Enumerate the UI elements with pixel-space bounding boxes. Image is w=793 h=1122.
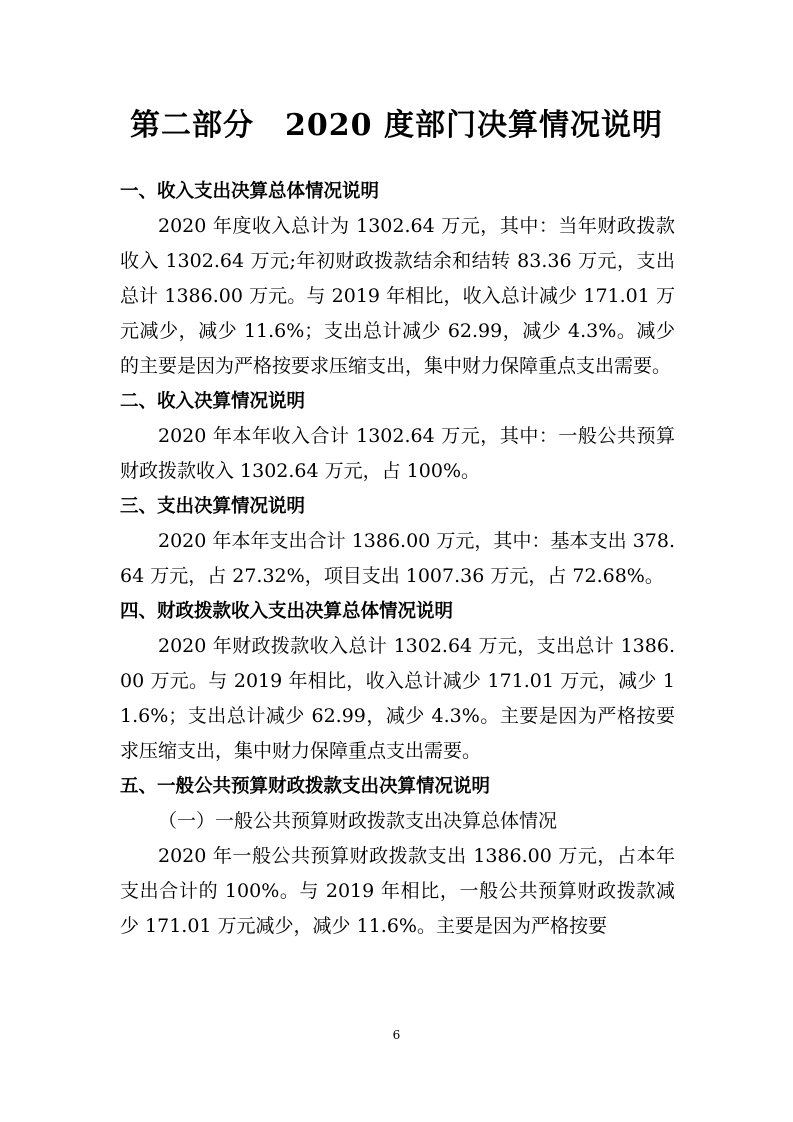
paragraph: 2020 年一般公共预算财政拨款支出 1386.00 万元，占本年支出合计的 100%。与 2019 年相比，一般公共预算财政拨款减少 171.01 万元减少，减少 11.6%。主要是因为严格按要 [120, 845, 675, 937]
section-heading: 五、一般公共预算财政拨款支出决算情况说明 [120, 776, 491, 797]
page-title: 第二部分 2020 度部门决算情况说明 [130, 108, 663, 143]
section-fiscal-appropriation [120, 594, 675, 769]
section-heading: 二、收入决算情况说明 [120, 391, 306, 412]
document-body [120, 174, 675, 944]
paragraph: 2020 年财政拨款收入总计 1302.64 万元，支出总计 1386.00 万元。与 2019 年相比，收入总计减少 171.01 万元，减少 11.6%；支出总计减少 62.99，减少 4.3%。主要是因为严格按要求压缩支出，集中财力保障重点支出需要。 [120, 635, 675, 762]
subsection-heading: （一）一般公共预算财政拨款支出决算总体情况 [158, 810, 558, 832]
section-heading: 一、收入支出决算总体情况说明 [120, 181, 380, 202]
section-heading: 四、财政拨款收入支出决算总体情况说明 [120, 601, 454, 622]
section-expense [120, 489, 675, 594]
paragraph: 2020 年本年收入合计 1302.64 万元，其中：一般公共预算财政拨款收入 1302.64 万元，占 100%。 [120, 425, 675, 482]
section-income-expense-overview [120, 174, 675, 384]
paragraph: 2020 年本年支出合计 1386.00 万元，其中：基本支出 378.64 万元，占 27.32%，项目支出 1007.36 万元，占 72.68%。 [120, 530, 675, 587]
section-general-public-budget [120, 769, 675, 944]
page-number: 6 [392, 1028, 401, 1042]
section-heading: 三、支出决算情况说明 [120, 496, 306, 517]
paragraph: 2020 年度收入总计为 1302.64 万元，其中：当年财政拨款收入 1302.64 万元;年初财政拨款结余和结转 83.36 万元，支出总计 1386.00 万元。与 2019 年相比，收入总计减少 171.01 万元减少，减少 11.6%；支出总计减少 62.99，减少 4.3%。减少的主要是因为严格按要求压缩支出，集中财力保障重点支出需要。 [120, 215, 675, 377]
section-income [120, 384, 675, 489]
